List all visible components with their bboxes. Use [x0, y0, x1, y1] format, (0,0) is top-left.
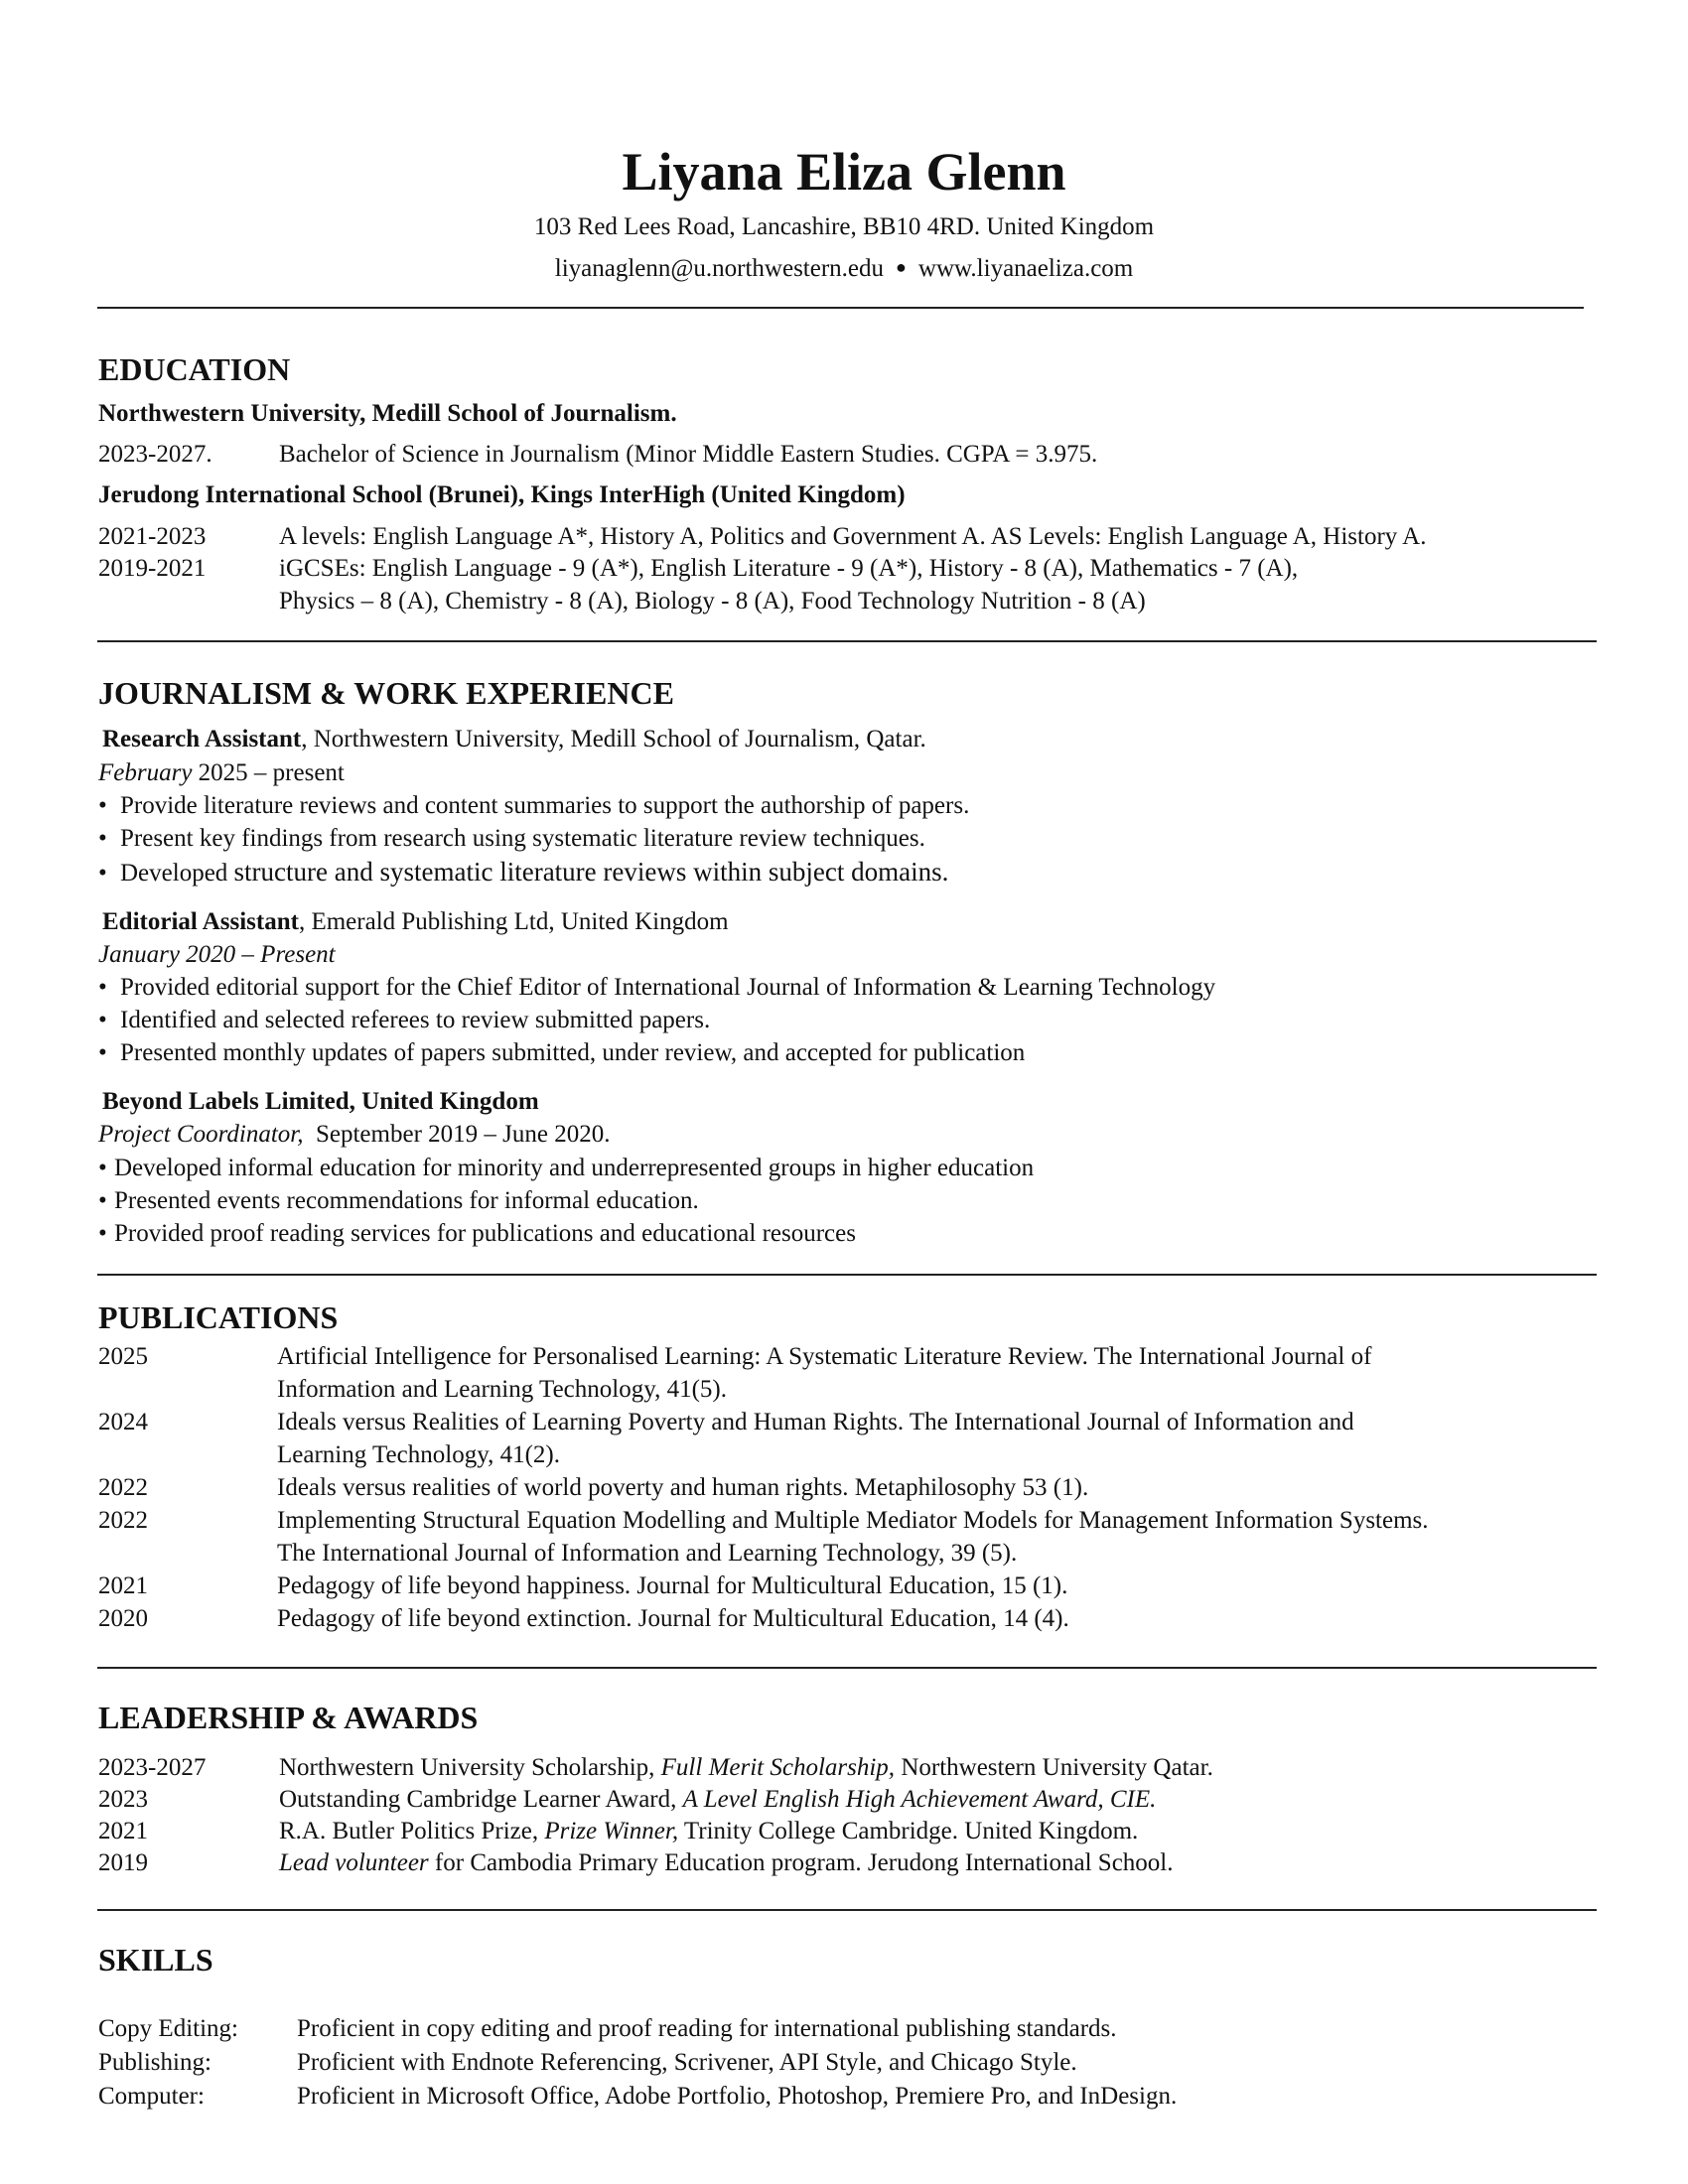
bullet-item: • Developed structure and systematic literature reviews within subject domains. [98, 857, 949, 887]
pub-year: 2022 [98, 1507, 148, 1534]
job-org: , Northwestern University, Medill School of Journalism, Qatar. [301, 726, 926, 752]
bullet-item: • Presented monthly updates of papers submitted, under review, and accepted for publication [98, 1039, 1026, 1066]
skill-value: Proficient in Microsoft Office, Adobe Portfolio, Photoshop, Premiere Pro, and InDesign. [297, 2083, 1178, 2110]
website-link[interactable]: www.liyanaeliza.com [917, 255, 1134, 282]
divider [97, 1274, 1597, 1276]
job-dates: January 2020 – Present [98, 941, 336, 968]
pub-year: 2024 [98, 1409, 148, 1435]
bullet-item: • Identified and selected referees to review submitted papers. [98, 1007, 711, 1033]
pub-year: 2020 [98, 1605, 148, 1632]
section-title-publications: PUBLICATIONS [98, 1299, 339, 1335]
contact-line [0, 247, 1688, 289]
divider [97, 640, 1597, 642]
pub-year: 2021 [98, 1572, 148, 1599]
bullet-item: • Provide literature reviews and content summaries to support the authorship of papers. [98, 792, 970, 819]
bullet-item: • Presented events recommendations for informal education. [98, 1187, 699, 1214]
job-org: , Emerald Publishing Ltd, United Kingdom [298, 908, 729, 935]
bullet-item: • Developed informal education for minority and underrepresented groups in higher education [98, 1155, 1035, 1181]
job-dates [98, 756, 345, 789]
section-title-experience: JOURNALISM & WORK EXPERIENCE [98, 675, 674, 711]
entry-year: 2019-2021 [98, 555, 207, 582]
email-link[interactable]: liyanaglenn@u.northwestern.edu [554, 255, 885, 282]
resume-page: Liyana Eliza Glenn 103 Red Lees Road, Lancashire, BB10 4RD. United Kingdom liyanaglenn@u.northwestern.edu ● www.liyanaeliza.com EDUCATION Northwestern University, Medill School of Journalism. 2023-2027. Bachelor of Science in Journalism (Minor Middle Eastern Studies. CGPA = 3.975. Jerudong International School (Brunei), Kings InterHigh (United Kingdom) 2021-2023 A levels: English Language A*, History A, Politics and Government A. AS Levels: English Language A, History A. 2019-2021 iGCSEs: English Language - 9 (A*), English Literature - 9 (A*), History - 8 (A), Mathematics - 7 (A), Physics – 8 (A), Chemistry - 8 (A), Biology - 8 (A), Food Technology Nutrition - 8 (A) JOURNALISM & WORK EXPERIENCE Research Assistant, Northwestern University, Medill School of Journalism, Qatar. February 2025 – present • Provide literature reviews and content summaries to support the authorship of papers. • Present key findings from research using systematic literature review techniques. • Developed structure and systematic literature reviews within subject domains. Editorial Assistant, Emerald Publishing Ltd, United Kingdom January 2020 – Present • Provided editorial support for the Chief Editor of International Journal of Information & Learning Technology • Identified and selected referees to review submitted papers. • Presented monthly updates of papers submitted, under review, and accepted for publication Beyond Labels Limited, United Kingdom Project Coordinator, September 2019 – June 2020. • Developed informal education for minority and underrepresented groups in higher education • Presented events recommendations for informal education. • Provided proof reading services for publications and educational resources PUBLICATIONS 2025 Artificial Intelligence for Personalised Learning: A Systematic Literature Review. The International Journal of Information and Learning Technology, 41(5). 2024 Ideals versus Realities of Learning Poverty and Human Rights. The International Journal of Information and Learning Technology, 41(2). 2022 Ideals versus realities of world poverty and human rights. Metaphilosophy 53 (1). 2022 Implementing Structural Equation Modelling and Multiple Mediator Models for Management Information Systems. The International Journal of Information and Learning Technology, 39 (5). 2021 Pedagogy of life beyond happiness. Journal for Multicultural Education, 15 (1). 2020 Pedagogy of life beyond extinction. Journal for Multicultural Education, 14 (4). LEADERSHIP & AWARDS 2023-2027 Northwestern University Scholarship, Full Merit Scholarship, Northwestern University Qatar. 2023 Outstanding Cambridge Learner Award, A Level English High Achievement Award, CIE. 2021 R.A. Butler Politics Prize, Prize Winner, Trinity College Cambridge. United Kingdom. 2019 Lead volunteer for Cambodia Primary Education program. Jerudong International School. SKILLS Copy Editing: Proficient in copy editing and proof reading for international publishing standards. Publishing: Proficient with Endnote Referencing, Scrivener, API Style, and Chicago Style. Computer: Proficient in Microsoft Office, Adobe Portfolio, Photoshop, Premiere Pro, and InDesign. [0, 0, 1688, 2184]
section-title-education: EDUCATION [98, 351, 291, 387]
date-month: February [98, 759, 193, 786]
skill-value: Proficient in copy editing and proof reading for international publishing standards. [297, 2015, 1117, 2042]
school-jerudong: Jerudong International School (Brunei), Kings InterHigh (United Kingdom) [98, 481, 906, 508]
bullet-separator: ● [896, 257, 907, 277]
skill-value: Proficient with Endnote Referencing, Scrivener, API Style, and Chicago Style. [297, 2049, 1077, 2076]
entry-text-line: iGCSEs: English Language - 9 (A*), English Literature - 9 (A*), History - 8 (A), Mathematics - 7 (A), [279, 555, 1299, 582]
divider [97, 307, 1584, 309]
divider [97, 1667, 1597, 1669]
skill-label: Publishing: [98, 2049, 211, 2076]
bullet-item: • Provided proof reading services for publications and educational resources [98, 1220, 856, 1247]
section-title-leadership: LEADERSHIP & AWARDS [98, 1700, 479, 1735]
job-heading: Beyond Labels Limited, United Kingdom [102, 1088, 539, 1115]
resume-header [0, 137, 1688, 289]
job-role: Research Assistant [102, 726, 302, 752]
job-heading [102, 723, 926, 755]
skill-label: Copy Editing: [98, 2015, 238, 2042]
section-title-skills: SKILLS [98, 1942, 213, 1978]
job-dates: Project Coordinator, September 2019 – June 2020. [98, 1121, 611, 1148]
entry-text: A levels: English Language A*, History A, Politics and Government A. AS Levels: English Language A, History A. [279, 523, 1427, 550]
entry-text-line: Physics – 8 (A), Chemistry - 8 (A), Biology - 8 (A), Food Technology Nutrition - 8 (A) [279, 588, 1146, 614]
pub-year: 2022 [98, 1474, 148, 1501]
entry-year: 2021-2023 [98, 523, 207, 550]
job-role: Project Coordinator, [98, 1121, 304, 1148]
date-rest: 2025 – present [192, 759, 345, 786]
bullet-item: • Present key findings from research using systematic literature review techniques. [98, 825, 925, 852]
entry-text: Bachelor of Science in Journalism (Minor Middle Eastern Studies. CGPA = 3.975. [279, 441, 1098, 468]
address: 103 Red Lees Road, Lancashire, BB10 4RD. United Kingdom [533, 213, 1155, 240]
divider [97, 1909, 1597, 1911]
job-heading [102, 905, 729, 938]
entry-text [279, 552, 1298, 617]
skill-label: Computer: [98, 2083, 205, 2110]
school-northwestern: Northwestern University, Medill School of Journalism. [98, 400, 677, 427]
pub-year: 2025 [98, 1343, 148, 1370]
job-role: Editorial Assistant [102, 908, 299, 935]
bullet-item: • Provided editorial support for the Chief Editor of International Journal of Information & Learning Technology [98, 974, 1216, 1001]
candidate-name: Liyana Eliza Glenn [622, 142, 1066, 202]
entry-year: 2023-2027. [98, 441, 212, 468]
